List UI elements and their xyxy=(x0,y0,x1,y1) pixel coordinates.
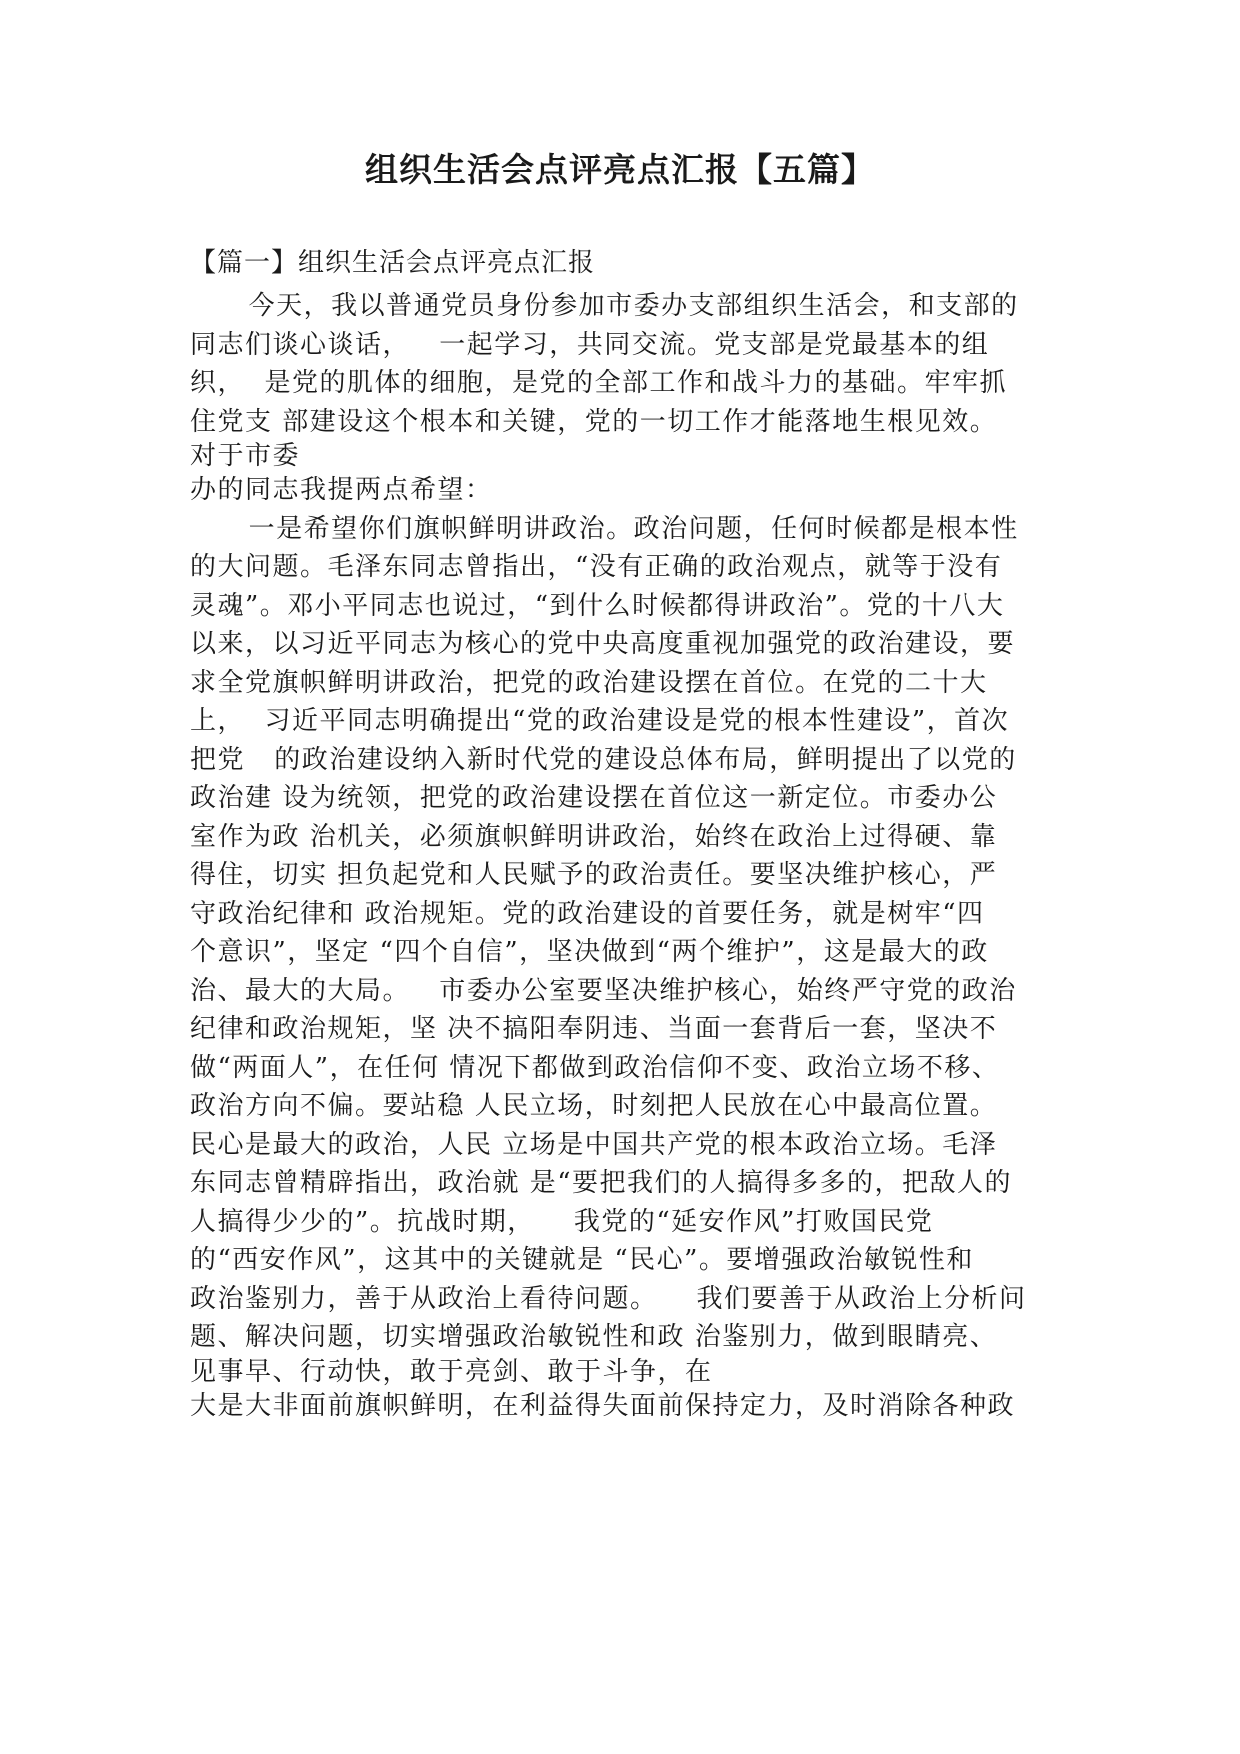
body-line: 治、最大的大局。 市委办公室要坚决维护核心，始终严守党的政治 xyxy=(190,975,1017,1006)
body-line: 住党支 部建设这个根本和关键，党的一切工作才能落地生根见效。 xyxy=(190,406,998,437)
body-line: 做“两面人”，在任何 情况下都做到政治信仰不变、政治立场不移、 xyxy=(190,1052,1000,1083)
body-line: 办的同志我提两点希望： xyxy=(190,475,493,505)
body-line: 室作为政 治机关，必须旗帜鲜明讲政治，始终在政治上过得硬、靠 xyxy=(190,821,998,852)
body-line: 纪律和政治规矩，坚 决不搞阳奉阴违、当面一套背后一套，坚决不 xyxy=(190,1014,998,1044)
document-title: 组织生活会点评亮点汇报【五篇】 xyxy=(365,150,875,189)
body-line: 得住，切实 担负起党和人民赋予的政治责任。要坚决维护核心，严 xyxy=(190,860,998,890)
body-line: 题、解决问题，切实增强政治敏锐性和政 治鉴别力，做到眼睛亮、 xyxy=(190,1322,998,1352)
body-line: 灵魂”。邓小平同志也说过，“到什么时候都得讲政治”。党的十八大 xyxy=(190,590,1005,621)
body-line: 今天，我以普通党员身份参加市委办支部组织生活会，和支部的 xyxy=(190,291,1019,321)
body-line: 政治方向不偏。要站稳 人民立场，时刻把人民放在心中最高位置。 xyxy=(190,1091,998,1121)
body-line: 人搞得少少的”。抗战时期， 我党的“延安作风”打败国民党 xyxy=(190,1206,934,1237)
body-line: 织， 是党的肌体的细胞，是党的全部工作和战斗力的基础。牢牢抓 xyxy=(190,368,1008,398)
body-line: 守政治纪律和 政治规矩。党的政治建设的首要任务，就是树牢“四 xyxy=(190,898,985,929)
body-line: 东同志曾精辟指出，政治就 是“要把我们的人搞得多多的，把敌人的 xyxy=(190,1168,1013,1198)
body-line: 的“西安作风”，这其中的关键就是 “民心”。要增强政治敏锐性和 xyxy=(190,1245,974,1275)
body-line: 把党 的政治建设纳入新时代党的建设总体布局，鲜明提出了以党的 xyxy=(190,744,1017,775)
body-line: 民心是最大的政治，人民 立场是中国共产党的根本政治立场。毛泽 xyxy=(190,1129,998,1160)
body-line: 见事早、行动快，敢于亮剑、敢于斗争，在 xyxy=(190,1356,713,1387)
body-line: 一是希望你们旗帜鲜明讲政治。政治问题，任何时候都是根本性 xyxy=(190,513,1019,544)
section-heading: 【篇一】组织生活会点评亮点汇报 xyxy=(190,248,596,278)
body-line: 同志们谈心谈话， 一起学习，共同交流。党支部是党最基本的组 xyxy=(190,329,990,360)
body-line: 个意识”，坚定 “四个自信”，坚决做到“两个维护”，这是最大的政 xyxy=(190,937,989,967)
body-line: 对于市委 xyxy=(190,441,301,471)
document-body xyxy=(190,287,1070,1425)
body-line: 以来，以习近平同志为核心的党中央高度重视加强党的政治建设，要 xyxy=(190,629,1016,659)
body-line: 求全党旗帜鲜明讲政治，把党的政治建设摆在首位。在党的二十大 xyxy=(190,667,988,698)
body-line: 大是大非面前旗帜鲜明，在利益得失面前保持定力，及时消除各种政 xyxy=(190,1390,1016,1421)
body-line: 上， 习近平同志明确提出“党的政治建设是党的根本性建设”，首次 xyxy=(190,706,1010,736)
body-line: 的大问题。毛泽东同志曾指出，“没有正确的政治观点，就等于没有 xyxy=(190,552,1003,582)
body-line: 政治鉴别力，善于从政治上看待问题。 我们要善于从政治上分析问 xyxy=(190,1283,1027,1314)
body-line: 政治建 设为统领，把党的政治建设摆在首位这一新定位。市委办公 xyxy=(190,783,998,813)
